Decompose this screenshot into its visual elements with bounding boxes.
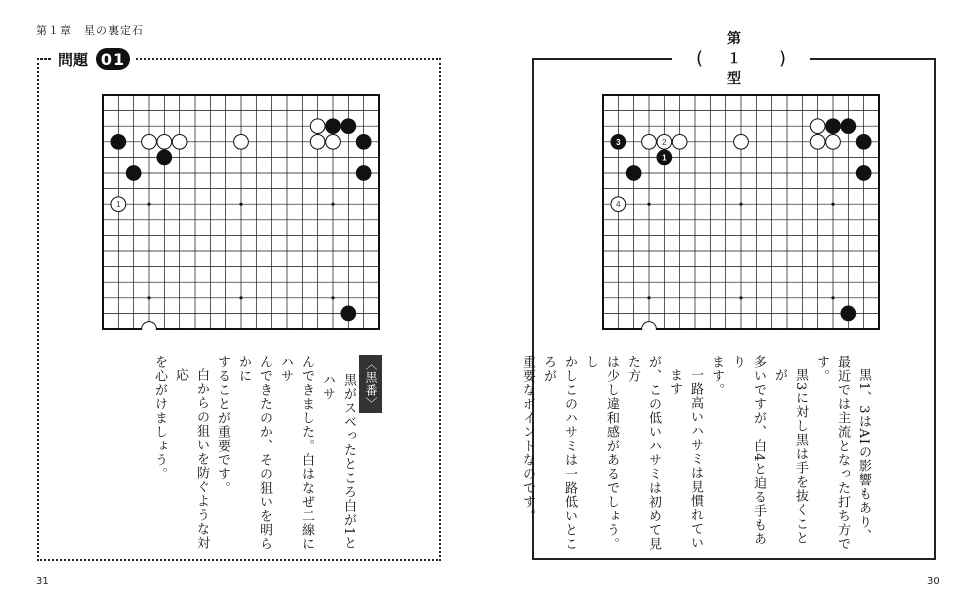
- star-point: [831, 296, 834, 299]
- star-point: [647, 203, 650, 206]
- right-line: かしこのハサミは一路低いところが: [541, 355, 577, 551]
- black-stone: [341, 306, 356, 321]
- right-go-board: [602, 94, 880, 330]
- black-stone: [856, 166, 871, 181]
- star-point: [647, 296, 650, 299]
- right-line: 重要なポイントなのです。: [520, 355, 535, 523]
- white-stone: [826, 134, 841, 149]
- right-line: ます。: [709, 355, 724, 397]
- type-label: 第１型: [727, 31, 742, 87]
- white-stone: [157, 134, 172, 149]
- black-stone: [326, 119, 341, 134]
- left-line: 黒がスベったところ白が1とハサ: [320, 373, 356, 551]
- star-point: [831, 203, 834, 206]
- stone-label: 2: [662, 137, 667, 147]
- black-stone: [356, 134, 371, 149]
- black-stone: [841, 119, 856, 134]
- right-line: 最近では主流となった打ち方です。: [814, 355, 850, 551]
- black-stone: [157, 150, 172, 165]
- black-stone: [841, 306, 856, 321]
- left-go-board: [102, 94, 380, 330]
- white-stone: [172, 134, 187, 149]
- star-point: [239, 203, 242, 206]
- white-stone: [734, 134, 749, 149]
- right-line: 黒1、3はAIの影響もあり、: [856, 368, 871, 544]
- right-line: 一路高いハサミは見慣れています: [667, 368, 703, 550]
- stone-label: 1: [662, 153, 667, 163]
- left-line: んできたのか、その狙いを明らかに: [236, 355, 272, 551]
- star-point: [331, 203, 334, 206]
- right-line: 多いですが、白4と迫る手もあり: [730, 355, 766, 547]
- turn-badge: 〈黒番〉: [359, 355, 382, 413]
- black-stone: [826, 119, 841, 134]
- star-point: [331, 296, 334, 299]
- right-line: は少し違和感があるでしょう。し: [583, 355, 619, 551]
- white-stone: [672, 134, 687, 149]
- black-stone: [126, 166, 141, 181]
- white-stone: [326, 134, 341, 149]
- heading-dotted-line: [37, 58, 51, 60]
- right-page-number: 30: [927, 576, 940, 587]
- black-stone: [626, 166, 641, 181]
- problem-label: 問題: [58, 50, 89, 69]
- white-stone: [642, 134, 657, 149]
- black-stone: [341, 119, 356, 134]
- star-point: [739, 296, 742, 299]
- black-stone: [856, 134, 871, 149]
- right-paren-icon: ): [778, 47, 786, 69]
- left-line: を心がけましょう。: [152, 355, 167, 481]
- left-line: することが重要です。: [215, 355, 230, 495]
- problem-heading: [52, 48, 136, 70]
- left-text-block: [149, 355, 382, 555]
- white-stone: [310, 119, 325, 134]
- stone-label: 1: [116, 200, 121, 210]
- problem-number-badge: 01: [96, 48, 130, 70]
- black-stone: [111, 134, 126, 149]
- left-line: んできました。白はなぜ二線にハサ: [278, 355, 314, 551]
- stone-label: 3: [616, 137, 621, 147]
- left-line: 白からの狙いを防ぐような対応: [173, 368, 209, 550]
- right-line: が、この低いハサミは初めて見た方: [625, 355, 661, 551]
- star-point: [239, 296, 242, 299]
- chapter-header: 第１章 星の裏定石: [36, 24, 144, 37]
- white-stone: [810, 134, 825, 149]
- star-point: [147, 203, 150, 206]
- right-text-block: [517, 355, 874, 555]
- white-stone: [810, 119, 825, 134]
- white-stone: [234, 134, 249, 149]
- white-stone: [310, 134, 325, 149]
- left-paren-icon: (: [696, 47, 704, 69]
- right-line: 黒3に対し黒は手を抜くことが: [772, 368, 808, 546]
- star-point: [739, 203, 742, 206]
- star-point: [147, 296, 150, 299]
- stone-label: 4: [616, 200, 621, 210]
- white-stone: [142, 134, 157, 149]
- type-heading: [672, 31, 810, 87]
- left-page-number: 31: [36, 576, 49, 587]
- black-stone: [356, 166, 371, 181]
